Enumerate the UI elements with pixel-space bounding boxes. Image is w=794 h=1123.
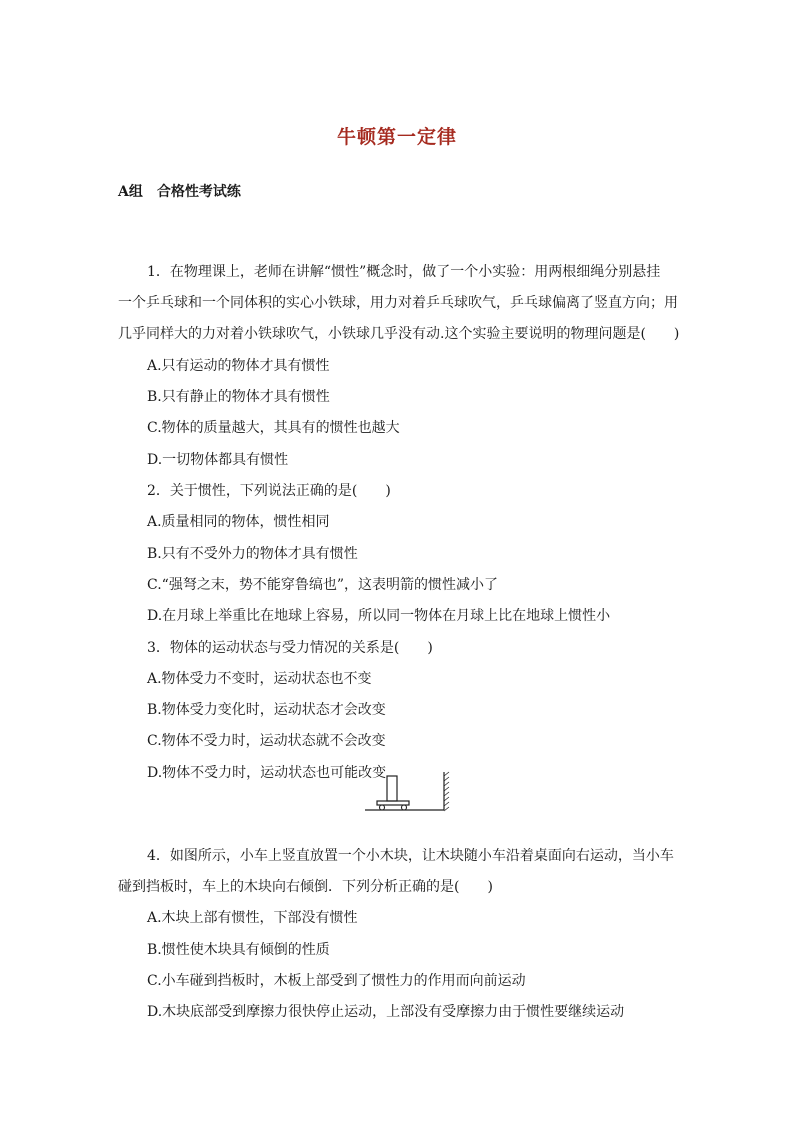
q4-option-c: C.小车碰到挡板时，木板上部受到了惯性力的作用而向前运动 (147, 973, 526, 989)
q1-line-2: 一个乒乓球和一个同体积的实心小铁球，用力对着乒乓球吹气，乒乓球偏离了竖直方向；用 (118, 295, 678, 311)
cart-wheel-left (380, 805, 385, 810)
q1-line-1: 1．在物理课上，老师在讲解“惯性”概念时，做了一个小实验：用两根细绳分别悬挂 (147, 264, 661, 280)
q4-option-b: B.惯性使木块具有倾倒的性质 (147, 942, 330, 958)
q2-option-a: A.质量相同的物体，惯性相同 (147, 514, 330, 530)
cart-wheel-right (402, 805, 407, 810)
cart-block-figure (360, 770, 460, 814)
q3-stem: 3．物体的运动状态与受力情况的关系是( ) (147, 640, 433, 656)
section-heading: A组 合格性考试练 (118, 184, 241, 200)
q2-option-b: B.只有不受外力的物体才具有惯性 (147, 546, 358, 562)
q1-option-a: A.只有运动的物体才具有惯性 (147, 358, 330, 374)
wooden-block (387, 776, 397, 801)
q4-line-1: 4．如图所示，小车上竖直放置一个小木块，让木块随小车沿着桌面向右运动，当小车 (147, 848, 674, 864)
q1-option-b: B.只有静止的物体才具有惯性 (147, 389, 330, 405)
wall-hatching (444, 772, 449, 811)
q2-stem: 2．关于惯性，下列说法正确的是( ) (147, 483, 391, 499)
q3-option-c: C.物体不受力时，运动状态就不会改变 (147, 733, 386, 749)
q1-option-d: D.一切物体都具有惯性 (147, 452, 289, 468)
page-title: 牛顿第一定律 (336, 126, 457, 148)
q1-option-c: C.物体的质量越大，其具有的惯性也越大 (147, 420, 400, 436)
q2-option-d: D.在月球上举重比在地球上容易，所以同一物体在月球上比在地球上惯性小 (147, 608, 611, 624)
q4-option-a: A.木块上部有惯性，下部没有惯性 (147, 910, 358, 926)
q3-option-a: A.物体受力不变时，运动状态也不变 (147, 671, 372, 687)
q1-line-3: 几乎同样大的力对着小铁球吹气，小铁球几乎没有动.这个实验主要说明的物理问题是( ) (118, 326, 680, 342)
q2-option-c: C.“强弩之末，势不能穿鲁缟也”，这表明箭的惯性减小了 (147, 577, 498, 593)
q3-option-b: B.物体受力变化时，运动状态才会改变 (147, 702, 386, 718)
cart-body (377, 801, 409, 805)
q4-option-d: D.木块底部受到摩擦力很快停止运动，上部没有受摩擦力由于惯性要继续运动 (147, 1004, 625, 1020)
q4-line-2: 碰到挡板时，车上的木块向右倾倒．下列分析正确的是( ) (118, 879, 493, 895)
q3-option-d: D.物体不受力时，运动状态也可能改变 (147, 765, 387, 781)
